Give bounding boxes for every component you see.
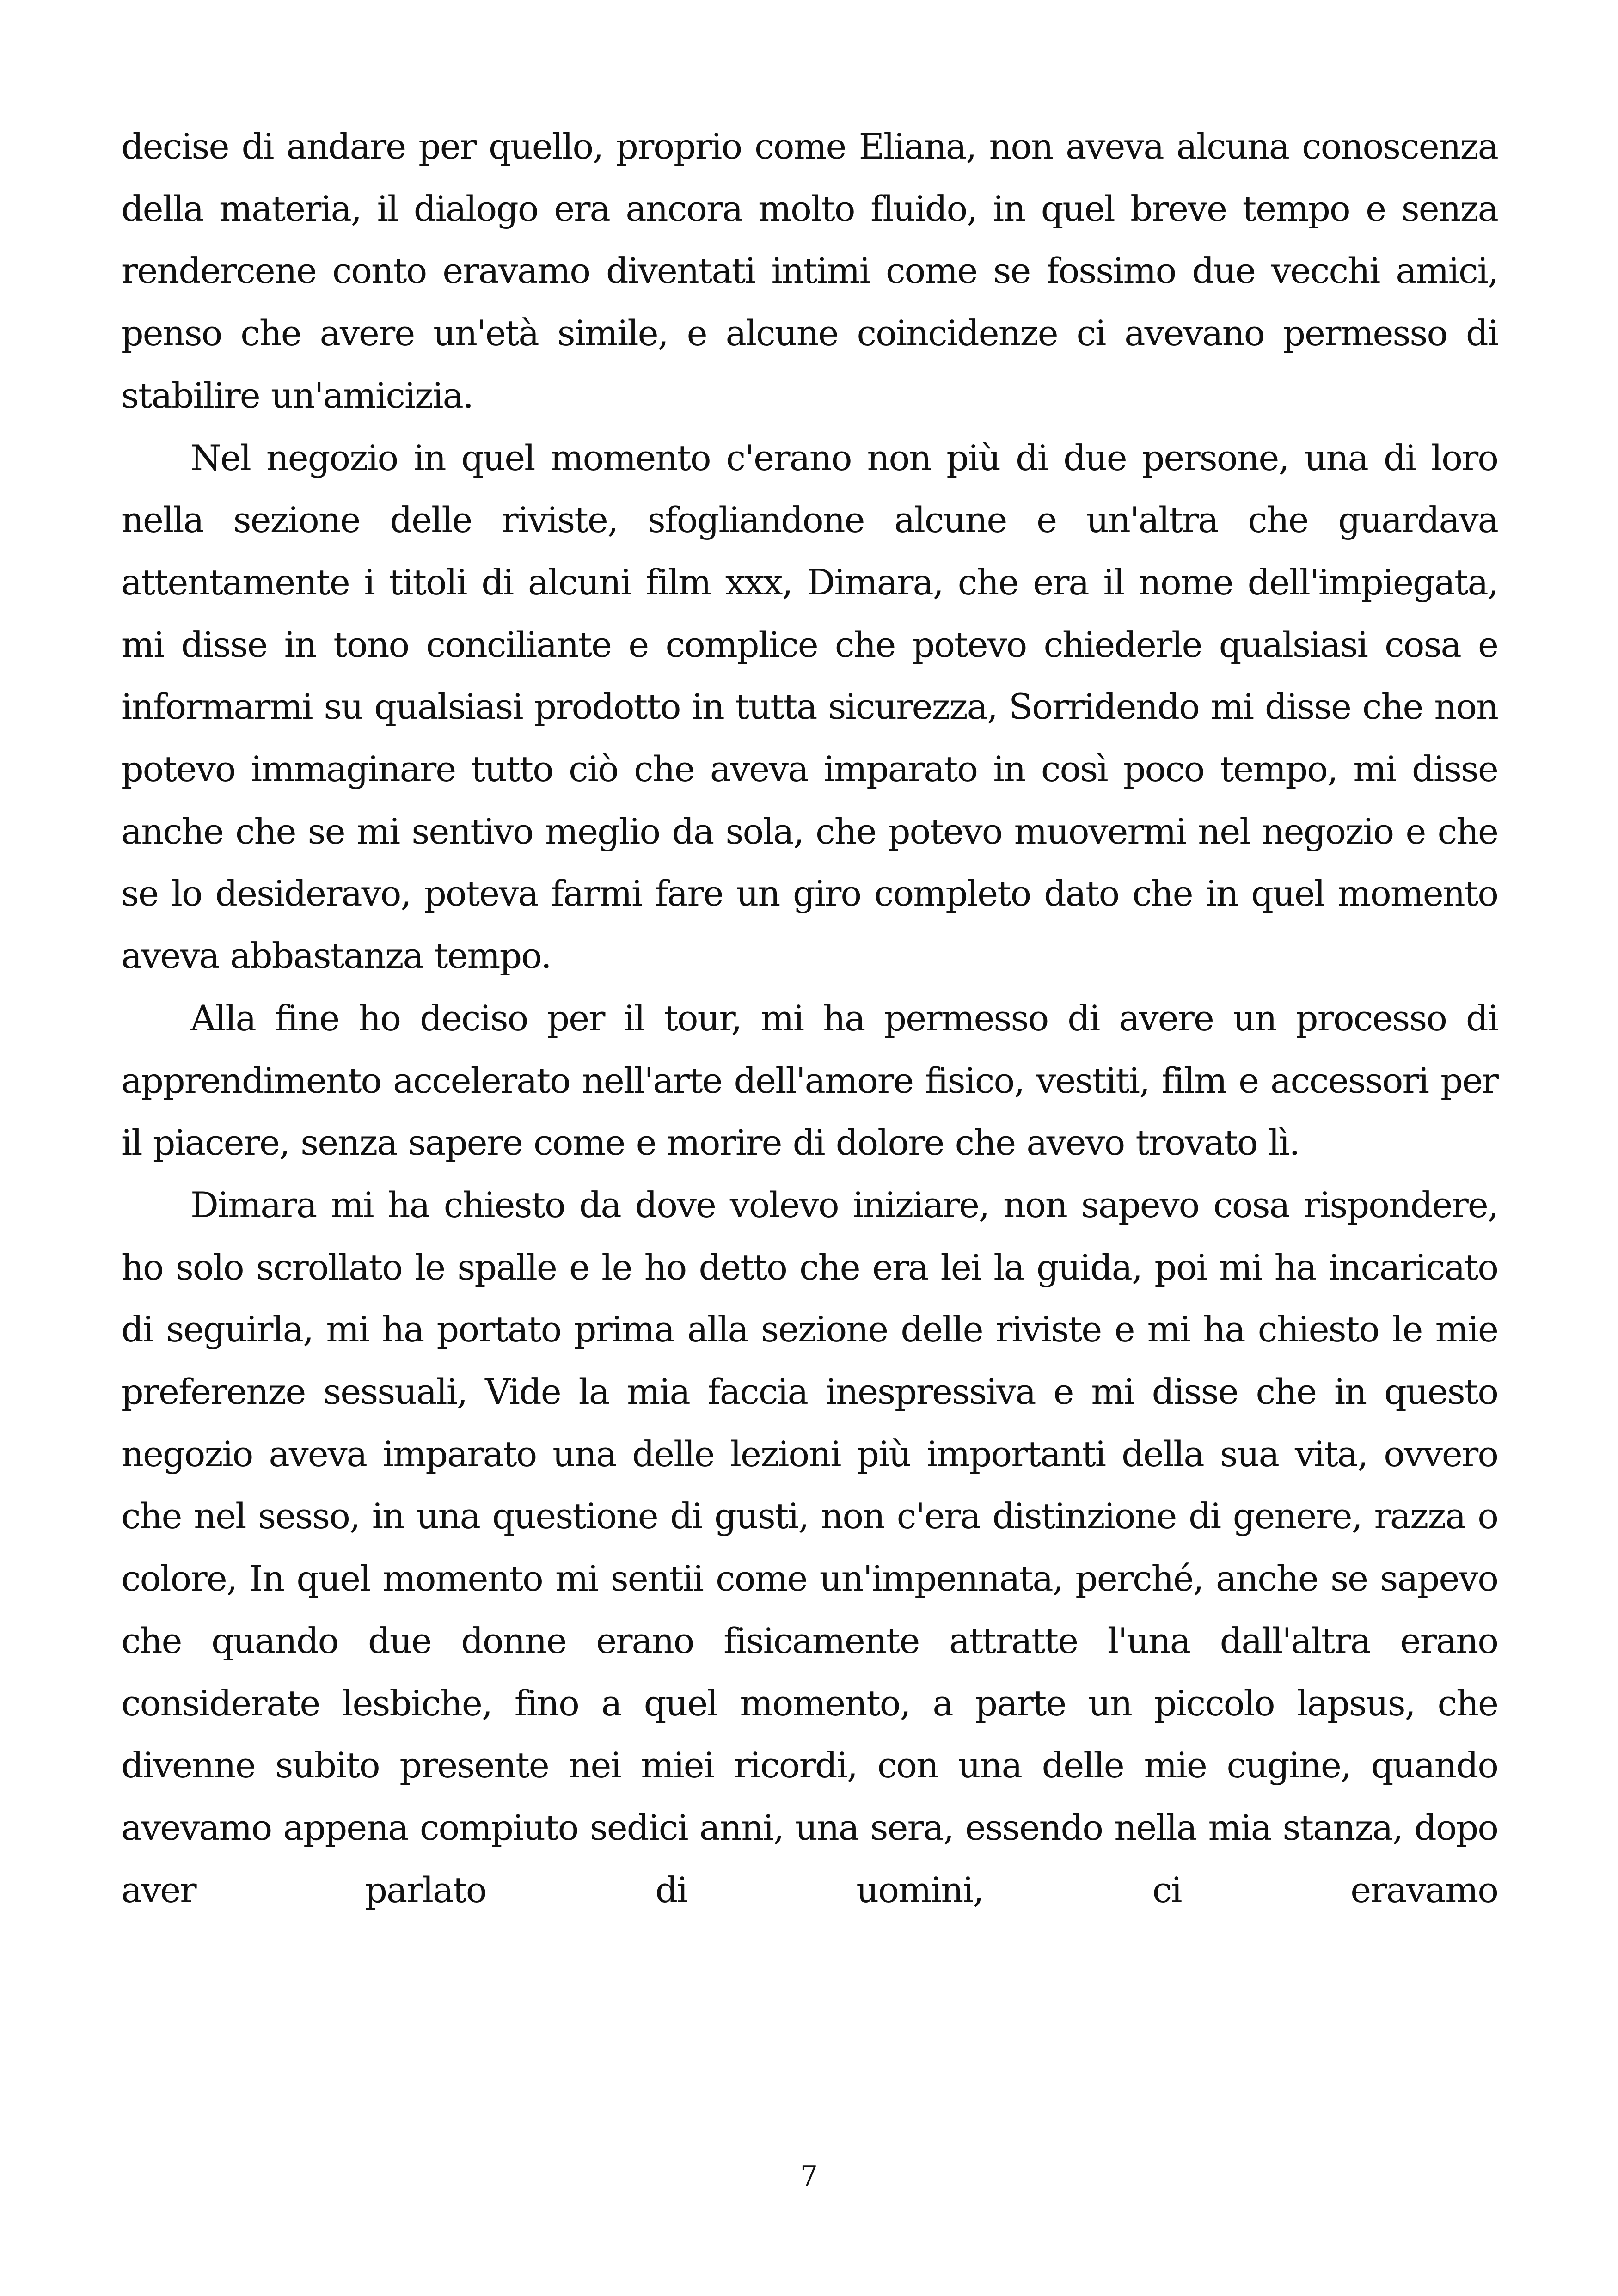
page-number: 7 — [800, 2160, 818, 2192]
body-text — [121, 116, 1498, 1921]
paragraph-3: Alla fine ho deciso per il tour, mi ha permesso di avere un processo di apprendimento accelerato nell'arte dell'amore fisico, vestiti, film e accessori per il piacere, senza sapere come e morire di dolore che avevo trovato lì. — [121, 997, 1498, 1163]
paragraph-2: Nel negozio in quel momento c'erano non più di due persone, una di loro nella sezione delle riviste, sfogliandone alcune e un'altra che guardava attentamente i titoli di alcuni film xxx, Dimara, che era il nome dell'impiegata, mi disse in tono conciliante e complice che potevo chiederle qualsiasi cosa e informarmi su qualsiasi prodotto in tutta sicurezza, Sorridendo mi disse che non potevo immaginare tutto ciò che aveva imparato in così poco tempo, mi disse anche che se mi sentivo meglio da sola, che potevo muovermi nel negozio e che se lo desideravo, poteva farmi fare un giro completo dato che in quel momento aveva abbastanza tempo. — [121, 437, 1498, 977]
paragraph-1: decise di andare per quello, proprio come Eliana, non aveva alcuna conoscenza della materia, il dialogo era ancora molto fluido, in quel breve tempo e senza rendercene conto eravamo diventati intimi come se fossimo due vecchi amici, penso che avere un'età simile, e alcune coincidenze ci avevano permesso di stabilire un'amicizia. — [121, 126, 1498, 416]
paragraph-4: Dimara mi ha chiesto da dove volevo iniziare, non sapevo cosa rispondere, ho solo scrollato le spalle e le ho detto che era lei la guida, poi mi ha incaricato di seguirla, mi ha portato prima alla sezione delle riviste e mi ha chiesto le mie preferenze sessuali, Vide la mia faccia inespressiva e mi disse che in questo negozio aveva imparato una delle lezioni più importanti della sua vita, ovvero che nel sesso, in una questione di gusti, non c'era distinzione di genere, razza o colore, In quel momento mi sentii come un'impennata, perché, anche se sapevo che quando due donne erano fisicamente attratte l'una dall'altra erano considerate lesbiche, fino a quel momento, a parte un piccolo lapsus, che divenne subito presente nei miei ricordi, con una delle mie cugine, quando avevamo appena compiuto sedici anni, una sera, essendo nella mia stanza, dopo aver parlato di uomini, ci eravamo — [121, 1184, 1498, 1910]
